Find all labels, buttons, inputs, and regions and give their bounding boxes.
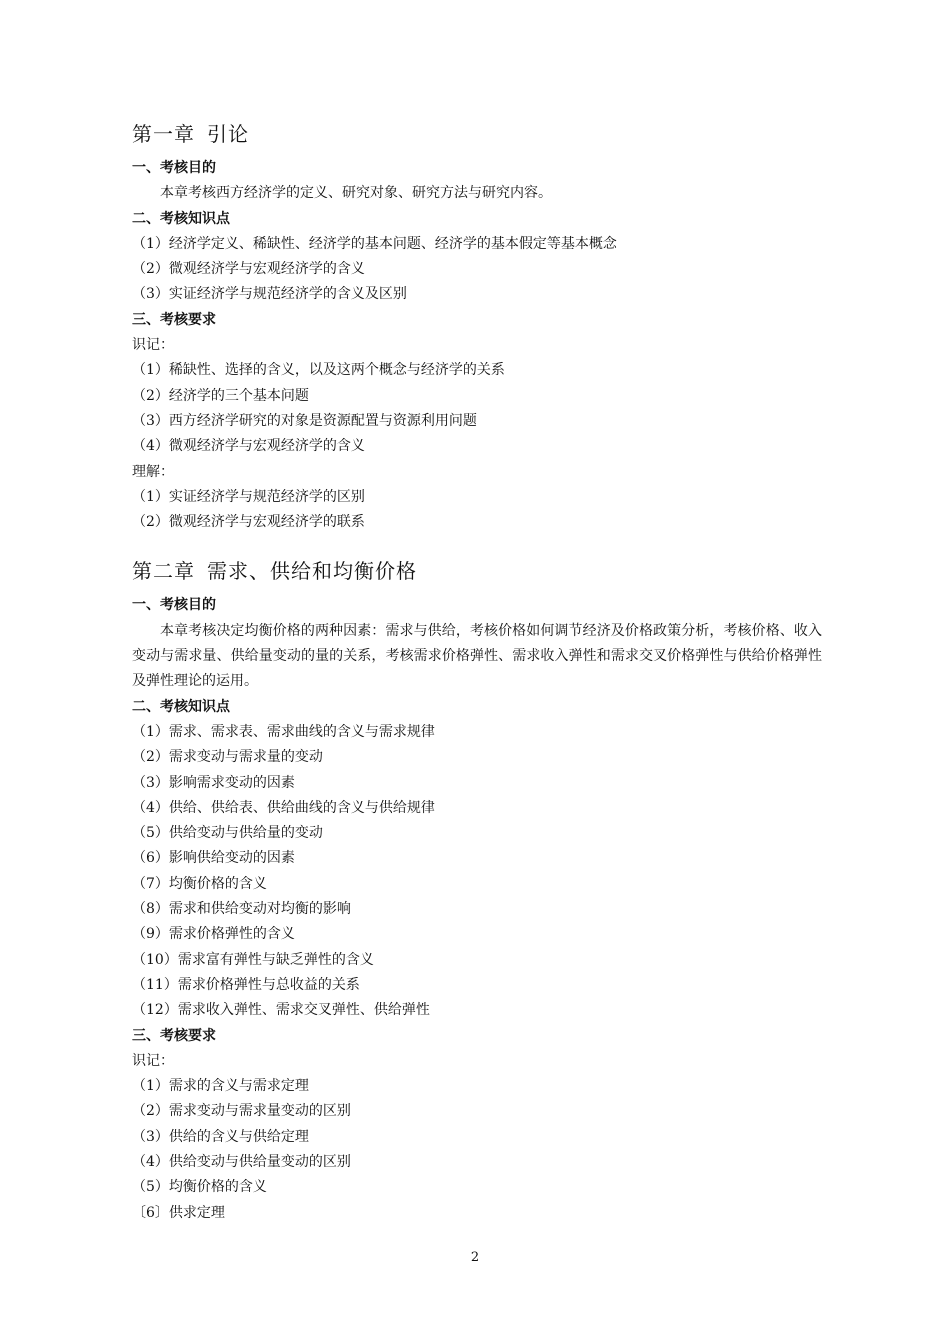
chapter-1-number: 第一章: [132, 122, 195, 146]
chapter-2-title: [132, 555, 822, 587]
ch2-knowledge-item: （6）影响供给变动的因素: [132, 850, 295, 867]
page-number: 2: [470, 1250, 480, 1265]
ch1-knowledge-item: （2）微观经济学与宏观经济学的含义: [132, 261, 365, 278]
ch1-knowledge-item: （3）实证经济学与规范经济学的含义及区别: [132, 286, 407, 303]
ch2-knowledge-item: （10）需求富有弹性与缺乏弹性的含义: [132, 951, 374, 968]
ch1-recall-item: （1）稀缺性、选择的含义，以及这两个概念与经济学的关系: [132, 362, 505, 379]
ch1-understand-item: （2）微观经济学与宏观经济学的联系: [132, 514, 365, 531]
ch1-understand-label: 理解：: [132, 463, 174, 480]
ch2-recall-item: （3）供给的含义与供给定理: [132, 1128, 309, 1145]
ch1-recall-item: （4）微观经济学与宏观经济学的含义: [132, 438, 365, 455]
ch1-knowledge-item: （1）经济学定义、稀缺性、经济学的基本问题、经济学的基本假定等基本概念: [132, 235, 617, 252]
page-content: [132, 118, 822, 1226]
ch2-section-purpose-heading: 一、考核目的: [132, 597, 216, 614]
chapter-2-name: 需求、供给和均衡价格: [207, 559, 417, 584]
ch2-recall-item: （5）均衡价格的含义: [132, 1179, 267, 1196]
ch2-knowledge-item: （2）需求变动与需求量的变动: [132, 749, 323, 766]
ch2-knowledge-item: （4）供给、供给表、供给曲线的含义与供给规律: [132, 799, 435, 816]
ch1-section-knowledge-heading: 二、考核知识点: [132, 210, 230, 227]
ch1-understand-item: （1）实证经济学与规范经济学的区别: [132, 488, 365, 505]
ch2-section-knowledge-heading: 二、考核知识点: [132, 698, 230, 715]
ch1-recall-label: 识记：: [132, 337, 174, 354]
ch2-knowledge-item: （1）需求、需求表、需求曲线的含义与需求规律: [132, 723, 435, 740]
chapter-1-title: [132, 118, 822, 150]
ch2-knowledge-item: （9）需求价格弹性的含义: [132, 926, 295, 943]
ch2-knowledge-item: （8）需求和供给变动对均衡的影响: [132, 901, 351, 918]
chapter-2-number: 第二章: [132, 559, 195, 584]
ch1-section-purpose-text: 本章考核西方经济学的定义、研究对象、研究方法与研究内容。: [160, 185, 552, 202]
chapter-1-name: 引论: [207, 122, 249, 146]
ch1-section-requirements-heading: 三、考核要求: [132, 311, 216, 328]
ch2-section-requirements-heading: 三、考核要求: [132, 1027, 216, 1044]
ch2-knowledge-item: （12）需求收入弹性、需求交叉弹性、供给弹性: [132, 1002, 430, 1019]
ch2-section-purpose-text: 本章考核决定均衡价格的两种因素：需求与供给，考核价格如何调节经济及价格政策分析，考核价格、收入变动与需求量、供给量变动的量的关系，考核需求价格弹性、需求收入弹性和需求交叉价格弹性与供给价格弹性及弹性理论的运用。: [132, 622, 822, 690]
ch2-knowledge-item: （5）供给变动与供给量的变动: [132, 825, 323, 842]
ch2-knowledge-item: （11）需求价格弹性与总收益的关系: [132, 976, 360, 993]
ch2-recall-item: （4）供给变动与供给量变动的区别: [132, 1153, 351, 1170]
chapter-spacer: [132, 535, 822, 555]
ch1-recall-item: （3）西方经济学研究的对象是资源配置与资源利用问题: [132, 412, 477, 429]
ch1-recall-item: （2）经济学的三个基本问题: [132, 387, 309, 404]
ch1-section-purpose-heading: 一、考核目的: [132, 160, 216, 176]
ch2-knowledge-item: （7）均衡价格的含义: [132, 875, 267, 892]
ch2-recall-item: （2）需求变动与需求量变动的区别: [132, 1103, 351, 1120]
ch2-recall-item: （1）需求的含义与需求定理: [132, 1078, 309, 1095]
ch2-recall-label: 识记：: [132, 1052, 174, 1069]
ch2-recall-item: 〔6〕供求定理: [132, 1204, 225, 1221]
ch2-knowledge-item: （3）影响需求变动的因素: [132, 774, 295, 791]
